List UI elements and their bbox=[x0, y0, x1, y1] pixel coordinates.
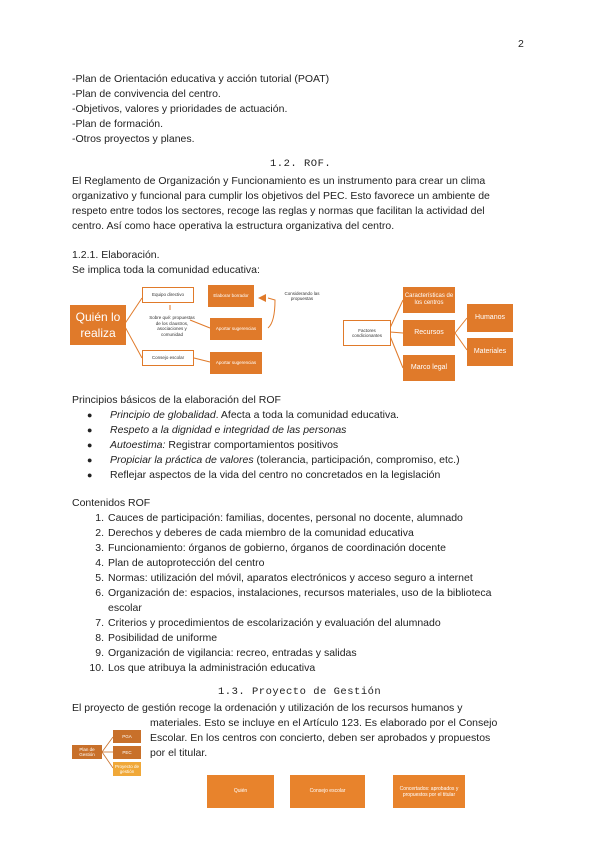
item-text: Organización de: espacios, instalaciones, recursos materiales, uso de la biblioteca bbox=[108, 587, 492, 599]
item-number: 7. bbox=[95, 617, 104, 629]
item-number: 3. bbox=[95, 542, 104, 554]
diagram-node: Características de los centros bbox=[403, 287, 455, 313]
item-number: 6. bbox=[95, 587, 104, 599]
diagram-node: Aportar sugerencias bbox=[210, 352, 262, 374]
diagram-main-plan: Plan de Gestión bbox=[72, 745, 102, 759]
item-text: . Afecta a toda la comunidad educativa. bbox=[215, 409, 399, 421]
diagram-node: Marco legal bbox=[403, 355, 455, 381]
diagram-node: Materiales bbox=[467, 338, 513, 366]
diagram-node: Aportar sugerencias bbox=[210, 318, 262, 340]
paragraph-line: El Reglamento de Organización y Funcionamiento es un instrumento para crear un clima bbox=[72, 175, 486, 187]
gestion-line: materiales. Esto se incluye en el Artículo 123. Es elaborado por el Consejo bbox=[150, 717, 498, 729]
item-number: 4. bbox=[95, 557, 104, 569]
bullet-icon: ● bbox=[87, 410, 93, 420]
bullet-icon: ● bbox=[87, 470, 93, 480]
subheading-elaboracion: 1.2.1. Elaboración. bbox=[72, 249, 160, 261]
diagram-node: Elaborar borrador bbox=[208, 285, 254, 307]
diagram-node: Equipo directivo bbox=[142, 287, 194, 303]
bullet-icon: ● bbox=[87, 425, 93, 435]
elaboracion-line: Se implica toda la comunidad educativa: bbox=[72, 264, 260, 276]
item-text: Posibilidad de uniforme bbox=[108, 632, 218, 644]
item-text: Cauces de participación: familias, docentes, personal no docente, alumnado bbox=[108, 512, 463, 524]
intro-item: -Plan de convivencia del centro. bbox=[72, 88, 221, 100]
paragraph-line: centro. Así como hace operativa la estructura organizativa del centro. bbox=[72, 220, 395, 232]
intro-item: -Plan de Orientación educativa y acción tutorial (POAT) bbox=[72, 73, 330, 85]
diagram-node: Considerando las propuestas bbox=[284, 290, 320, 301]
gestion-line: Escolar. En los centros con concierto, deben ser aprobados y propuestos bbox=[150, 732, 491, 744]
bullet-icon: ● bbox=[87, 455, 93, 465]
intro-item: -Objetivos, valores y prioridades de actuación. bbox=[72, 103, 288, 115]
gestion-line: El proyecto de gestión recoge la ordenación y utilización de los recursos humanos y bbox=[72, 702, 463, 714]
item-number: 8. bbox=[95, 632, 104, 644]
item-text: Organización de vigilancia: recreo, entradas y salidas bbox=[108, 647, 357, 659]
item-text: Normas: utilización del móvil, aparatos electrónicos y acceso seguro a internet bbox=[108, 572, 473, 584]
principios-title: Principios básicos de la elaboración del ROF bbox=[72, 394, 281, 406]
item-text: Plan de autoprotección del centro bbox=[108, 557, 265, 569]
item-text: Derechos y deberes de cada miembro de la comunidad educativa bbox=[108, 527, 414, 539]
intro-item: -Otros proyectos y planes. bbox=[72, 133, 195, 145]
diagram-node: Humanos bbox=[467, 304, 513, 332]
diagram-main-quien: Quién lo realiza bbox=[70, 305, 126, 345]
paragraph-line: respeto entre todos los sectores, recoge las reglas y normas que facilitan la actividad del bbox=[72, 205, 485, 217]
diagram-node: Sobre qué: propuestas de los claustros, asociaciones y comunidad bbox=[149, 315, 195, 337]
item-text: Los que atribuya la administración educativa bbox=[108, 662, 316, 674]
item-text: Reflejar aspectos de la vida del centro no concretados en la legislación bbox=[110, 469, 441, 481]
item-text: (tolerancia, participación, compromiso, etc.) bbox=[253, 454, 460, 466]
section-heading-rof: 1.2. ROF. bbox=[270, 158, 332, 170]
item-number: 9. bbox=[95, 647, 104, 659]
diagram-node: Quién bbox=[207, 775, 274, 808]
item-number: 10. bbox=[89, 662, 104, 674]
item-italic: Propiciar la práctica de valores bbox=[110, 454, 254, 466]
item-text: Registrar comportamientos positivos bbox=[165, 439, 339, 451]
section-heading-gestion: 1.3. Proyecto de Gestión bbox=[218, 686, 382, 698]
item-text: Criterios y procedimientos de escolarización y evaluación del alumnado bbox=[108, 617, 441, 629]
diagram-node: PGA bbox=[113, 730, 141, 743]
item-number: 2. bbox=[95, 527, 104, 539]
diagram-node: PEC bbox=[113, 746, 141, 759]
diagram-main-factores: Factores condicionantes bbox=[343, 320, 391, 346]
item-italic: Principio de globalidad bbox=[110, 409, 216, 421]
intro-item: -Plan de formación. bbox=[72, 118, 164, 130]
contenidos-title: Contenidos ROF bbox=[72, 497, 151, 509]
diagram-node: Concertados: aprobados y propuestos por el titular bbox=[393, 775, 465, 808]
paragraph-line: organizativo y funcional para cumplir los objetivos del PEC. Esto favorece un ambiente de bbox=[72, 190, 490, 202]
item-number: 5. bbox=[95, 572, 104, 584]
diagram-node: Consejo escolar bbox=[290, 775, 365, 808]
bullet-icon: ● bbox=[87, 440, 93, 450]
diagram-node: Consejo escolar bbox=[142, 350, 194, 366]
item-text: Funcionamiento: órganos de gobierno, órganos de coordinación docente bbox=[108, 542, 446, 554]
item-italic: Autoestima: bbox=[110, 439, 166, 451]
gestion-line: por el titular. bbox=[150, 747, 208, 759]
diagram-node: Proyecto de gestión bbox=[114, 763, 139, 774]
item-number: 1. bbox=[95, 512, 104, 524]
page-number: 2 bbox=[518, 38, 524, 50]
item-italic: Respeto a la dignidad e integridad de las personas bbox=[110, 424, 347, 436]
diagram-node: Recursos bbox=[403, 320, 455, 346]
item-text: escolar bbox=[108, 602, 142, 614]
